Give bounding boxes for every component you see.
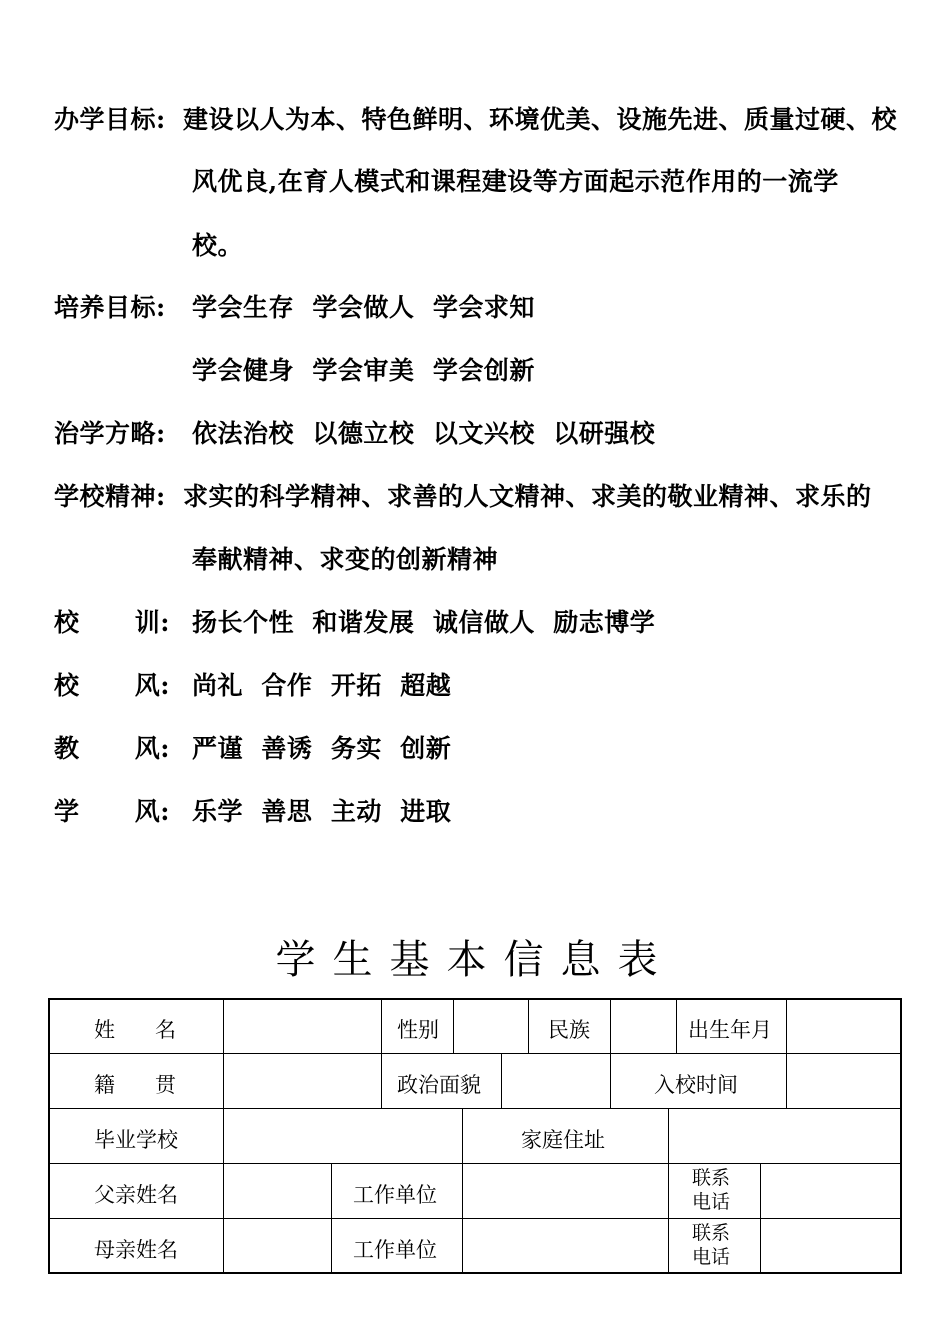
col-divider <box>528 998 529 1053</box>
jingshen-label: 学校精神: <box>54 482 166 511</box>
jiaofeng-label: 教 风: <box>54 734 170 763</box>
political-label: 政治面貌 <box>397 1073 481 1097</box>
jiaofeng-row <box>0 729 950 763</box>
row-divider <box>48 1053 902 1054</box>
col-divider <box>610 1053 611 1108</box>
jingshen-text-1: 求实的科学精神、求善的人文精神、求美的敬业精神、求乐的 <box>183 482 872 511</box>
banxue-row-3 <box>0 226 950 260</box>
xuefeng-row <box>0 792 950 826</box>
peiyang-text-2: 学会健身 学会审美 学会创新 <box>192 356 535 385</box>
banxue-text-2: 风优良,在育人模式和课程建设等方面起示范作用的一流学 <box>192 167 839 196</box>
col-divider <box>453 998 454 1053</box>
zhixue-row <box>0 414 950 448</box>
col-divider <box>760 1163 761 1272</box>
col-divider <box>331 1163 332 1272</box>
banxue-row-2 <box>0 162 950 196</box>
ethnicity-label: 民族 <box>548 1018 590 1042</box>
zhixue-text: 依法治校 以德立校 以文兴校 以研强校 <box>192 419 656 448</box>
xuefeng-text: 乐学 善思 主动 进取 <box>192 797 452 826</box>
peiyang-row-2 <box>0 351 950 385</box>
col-divider <box>462 1163 463 1272</box>
form-title: 学生基本信息表 <box>275 937 675 983</box>
row-divider <box>48 1108 902 1109</box>
row-divider <box>48 1218 902 1219</box>
jingshen-row-2 <box>0 540 950 574</box>
peiyang-row <box>0 288 950 322</box>
banxue-text-3: 校。 <box>192 231 244 260</box>
father-name-label: 父亲姓名 <box>94 1183 178 1207</box>
col-divider <box>668 1108 669 1163</box>
col-divider <box>223 998 224 1108</box>
col-divider <box>668 1163 669 1272</box>
hometown-label: 籍 贯 <box>94 1073 177 1097</box>
col-divider <box>501 1053 502 1108</box>
banxue-label: 办学目标: <box>54 105 166 134</box>
xiaofeng-row <box>0 666 950 700</box>
jingshen-text-2: 奉献精神、求变的创新精神 <box>192 545 499 574</box>
col-divider <box>786 998 787 1108</box>
row-divider <box>48 1163 902 1164</box>
name-label: 姓 名 <box>94 1018 177 1042</box>
zhixue-label: 治学方略: <box>54 419 166 448</box>
col-divider <box>381 998 382 1108</box>
banxue-row <box>0 100 950 134</box>
col-divider <box>223 1108 224 1163</box>
banxue-text-1: 建设以人为本、特色鲜明、环境优美、设施先进、质量过硬、校 <box>183 105 898 134</box>
mother-phone-label: 联系电话 <box>692 1222 731 1268</box>
gender-label: 性别 <box>397 1018 439 1042</box>
xiaoxun-label: 校 训: <box>54 608 170 637</box>
father-phone-label: 联系电话 <box>692 1167 731 1213</box>
xuefeng-label: 学 风: <box>54 797 170 826</box>
xiaofeng-text: 尚礼 合作 开拓 超越 <box>192 671 452 700</box>
graduated-school-label: 毕业学校 <box>94 1128 178 1152</box>
student-info-table <box>48 998 902 1274</box>
jiaofeng-text: 严谨 善诱 务实 创新 <box>192 734 452 763</box>
father-work-label: 工作单位 <box>353 1183 437 1207</box>
col-divider <box>223 1163 224 1272</box>
xiaofeng-label: 校 风: <box>54 671 170 700</box>
peiyang-text-1: 学会生存 学会做人 学会求知 <box>192 293 535 322</box>
peiyang-label: 培养目标: <box>54 293 166 322</box>
mother-work-label: 工作单位 <box>353 1238 437 1262</box>
enroll-label: 入校时间 <box>654 1073 738 1097</box>
birth-label: 出生年月 <box>688 1018 772 1042</box>
xiaoxun-text: 扬长个性 和谐发展 诚信做人 励志博学 <box>192 608 656 637</box>
xiaoxun-row <box>0 603 950 637</box>
home-address-label: 家庭住址 <box>521 1128 605 1152</box>
mother-name-label: 母亲姓名 <box>94 1238 178 1262</box>
jingshen-row <box>0 477 950 511</box>
col-divider <box>610 998 611 1053</box>
col-divider <box>462 1108 463 1163</box>
col-divider <box>676 998 677 1053</box>
